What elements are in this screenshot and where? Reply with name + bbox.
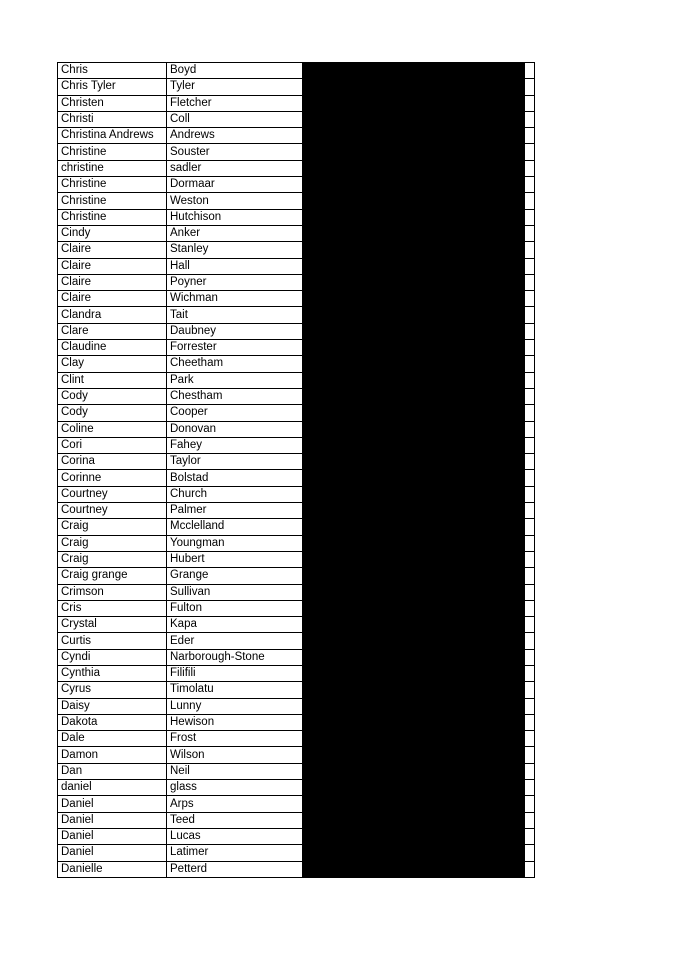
redacted-cell xyxy=(303,682,525,698)
last-name-cell: Tyler xyxy=(167,79,303,95)
first-name-cell: Dan xyxy=(58,763,167,779)
last-name-cell: Filifili xyxy=(167,665,303,681)
empty-cell xyxy=(525,535,535,551)
first-name-cell: Christen xyxy=(58,95,167,111)
first-name-cell: Cyndi xyxy=(58,649,167,665)
table-row xyxy=(58,731,535,747)
redacted-cell xyxy=(303,144,525,160)
empty-cell xyxy=(525,340,535,356)
last-name-cell: Lucas xyxy=(167,828,303,844)
redacted-cell xyxy=(303,160,525,176)
first-name-cell: Cynthia xyxy=(58,665,167,681)
table-row xyxy=(58,665,535,681)
empty-cell xyxy=(525,665,535,681)
first-name-cell: daniel xyxy=(58,780,167,796)
first-name-cell: Cris xyxy=(58,600,167,616)
first-name-cell: Courtney xyxy=(58,503,167,519)
table-row xyxy=(58,763,535,779)
redacted-cell xyxy=(303,177,525,193)
name-table-body xyxy=(58,63,535,878)
last-name-cell: Timolatu xyxy=(167,682,303,698)
last-name-cell: glass xyxy=(167,780,303,796)
redacted-cell xyxy=(303,584,525,600)
first-name-cell: Cori xyxy=(58,437,167,453)
last-name-cell: Park xyxy=(167,372,303,388)
first-name-cell: Cyrus xyxy=(58,682,167,698)
empty-cell xyxy=(525,486,535,502)
redacted-cell xyxy=(303,388,525,404)
last-name-cell: Fahey xyxy=(167,437,303,453)
redacted-cell xyxy=(303,600,525,616)
empty-cell xyxy=(525,144,535,160)
redacted-cell xyxy=(303,209,525,225)
table-row xyxy=(58,388,535,404)
table-row xyxy=(58,698,535,714)
empty-cell xyxy=(525,649,535,665)
table-row xyxy=(58,568,535,584)
table-row xyxy=(58,649,535,665)
last-name-cell: Dormaar xyxy=(167,177,303,193)
table-row xyxy=(58,177,535,193)
empty-cell xyxy=(525,470,535,486)
first-name-cell: Clandra xyxy=(58,307,167,323)
last-name-cell: Cheetham xyxy=(167,356,303,372)
redacted-cell xyxy=(303,258,525,274)
table-row xyxy=(58,780,535,796)
first-name-cell: Claire xyxy=(58,291,167,307)
table-row xyxy=(58,828,535,844)
redacted-cell xyxy=(303,63,525,79)
table-row xyxy=(58,714,535,730)
empty-cell xyxy=(525,454,535,470)
last-name-cell: Mcclelland xyxy=(167,519,303,535)
table-row xyxy=(58,258,535,274)
table-row xyxy=(58,551,535,567)
empty-cell xyxy=(525,568,535,584)
empty-cell xyxy=(525,617,535,633)
empty-cell xyxy=(525,812,535,828)
first-name-cell: Christine xyxy=(58,177,167,193)
redacted-cell xyxy=(303,437,525,453)
empty-cell xyxy=(525,731,535,747)
redacted-cell xyxy=(303,128,525,144)
last-name-cell: Forrester xyxy=(167,340,303,356)
empty-cell xyxy=(525,747,535,763)
last-name-cell: Latimer xyxy=(167,845,303,861)
first-name-cell: Clint xyxy=(58,372,167,388)
redacted-cell xyxy=(303,731,525,747)
last-name-cell: Boyd xyxy=(167,63,303,79)
table-row xyxy=(58,796,535,812)
redacted-cell xyxy=(303,519,525,535)
redacted-cell xyxy=(303,568,525,584)
table-row xyxy=(58,535,535,551)
empty-cell xyxy=(525,551,535,567)
empty-cell xyxy=(525,111,535,127)
last-name-cell: Andrews xyxy=(167,128,303,144)
first-name-cell: Christi xyxy=(58,111,167,127)
empty-cell xyxy=(525,128,535,144)
table-row xyxy=(58,519,535,535)
first-name-cell: Daisy xyxy=(58,698,167,714)
table-row xyxy=(58,274,535,290)
last-name-cell: Weston xyxy=(167,193,303,209)
table-row xyxy=(58,600,535,616)
last-name-cell: Taylor xyxy=(167,454,303,470)
redacted-cell xyxy=(303,551,525,567)
table-row xyxy=(58,242,535,258)
table-row xyxy=(58,503,535,519)
empty-cell xyxy=(525,780,535,796)
table-row xyxy=(58,372,535,388)
first-name-cell: Danielle xyxy=(58,861,167,877)
first-name-cell: Daniel xyxy=(58,828,167,844)
first-name-cell: Dakota xyxy=(58,714,167,730)
table-row xyxy=(58,128,535,144)
first-name-cell: Christina Andrews xyxy=(58,128,167,144)
first-name-cell: Curtis xyxy=(58,633,167,649)
empty-cell xyxy=(525,698,535,714)
empty-cell xyxy=(525,633,535,649)
last-name-cell: Grange xyxy=(167,568,303,584)
empty-cell xyxy=(525,291,535,307)
first-name-cell: Cindy xyxy=(58,225,167,241)
last-name-cell: Neil xyxy=(167,763,303,779)
redacted-cell xyxy=(303,470,525,486)
empty-cell xyxy=(525,714,535,730)
table-row xyxy=(58,307,535,323)
redacted-cell xyxy=(303,763,525,779)
table-row xyxy=(58,633,535,649)
first-name-cell: Courtney xyxy=(58,486,167,502)
redacted-cell xyxy=(303,111,525,127)
redacted-cell xyxy=(303,796,525,812)
last-name-cell: Wichman xyxy=(167,291,303,307)
last-name-cell: Arps xyxy=(167,796,303,812)
last-name-cell: Fulton xyxy=(167,600,303,616)
redacted-cell xyxy=(303,535,525,551)
table-row xyxy=(58,682,535,698)
empty-cell xyxy=(525,372,535,388)
redacted-cell xyxy=(303,714,525,730)
first-name-cell: Daniel xyxy=(58,796,167,812)
table-row xyxy=(58,405,535,421)
redacted-cell xyxy=(303,323,525,339)
first-name-cell: Chris xyxy=(58,63,167,79)
first-name-cell: Clay xyxy=(58,356,167,372)
empty-cell xyxy=(525,421,535,437)
redacted-cell xyxy=(303,356,525,372)
redacted-cell xyxy=(303,372,525,388)
empty-cell xyxy=(525,209,535,225)
last-name-cell: Church xyxy=(167,486,303,502)
last-name-cell: Kapa xyxy=(167,617,303,633)
table-row xyxy=(58,617,535,633)
last-name-cell: Donovan xyxy=(167,421,303,437)
table-row xyxy=(58,111,535,127)
table-row xyxy=(58,225,535,241)
redacted-cell xyxy=(303,405,525,421)
first-name-cell: Chris Tyler xyxy=(58,79,167,95)
empty-cell xyxy=(525,405,535,421)
redacted-cell xyxy=(303,828,525,844)
redacted-cell xyxy=(303,79,525,95)
last-name-cell: Hewison xyxy=(167,714,303,730)
last-name-cell: Fletcher xyxy=(167,95,303,111)
table-row xyxy=(58,747,535,763)
empty-cell xyxy=(525,861,535,877)
table-row xyxy=(58,454,535,470)
table-row xyxy=(58,63,535,79)
table-row xyxy=(58,812,535,828)
name-list-sheet xyxy=(57,62,534,878)
first-name-cell: Christine xyxy=(58,209,167,225)
table-row xyxy=(58,79,535,95)
table-row xyxy=(58,470,535,486)
last-name-cell: Cooper xyxy=(167,405,303,421)
redacted-cell xyxy=(303,421,525,437)
last-name-cell: Eder xyxy=(167,633,303,649)
redacted-cell xyxy=(303,486,525,502)
first-name-cell: Craig xyxy=(58,519,167,535)
table-row xyxy=(58,193,535,209)
empty-cell xyxy=(525,388,535,404)
first-name-cell: Corina xyxy=(58,454,167,470)
redacted-cell xyxy=(303,780,525,796)
last-name-cell: Coll xyxy=(167,111,303,127)
last-name-cell: Chestham xyxy=(167,388,303,404)
redacted-cell xyxy=(303,242,525,258)
table-row xyxy=(58,486,535,502)
empty-cell xyxy=(525,600,535,616)
empty-cell xyxy=(525,682,535,698)
last-name-cell: Frost xyxy=(167,731,303,747)
redacted-cell xyxy=(303,225,525,241)
empty-cell xyxy=(525,796,535,812)
last-name-cell: Hutchison xyxy=(167,209,303,225)
last-name-cell: Teed xyxy=(167,812,303,828)
first-name-cell: Crystal xyxy=(58,617,167,633)
name-table xyxy=(57,62,535,878)
last-name-cell: Palmer xyxy=(167,503,303,519)
first-name-cell: Crimson xyxy=(58,584,167,600)
first-name-cell: Claire xyxy=(58,258,167,274)
redacted-cell xyxy=(303,340,525,356)
first-name-cell: Dale xyxy=(58,731,167,747)
first-name-cell: Cody xyxy=(58,388,167,404)
redacted-cell xyxy=(303,633,525,649)
table-row xyxy=(58,95,535,111)
last-name-cell: Stanley xyxy=(167,242,303,258)
empty-cell xyxy=(525,177,535,193)
empty-cell xyxy=(525,763,535,779)
empty-cell xyxy=(525,584,535,600)
redacted-cell xyxy=(303,454,525,470)
table-row xyxy=(58,323,535,339)
empty-cell xyxy=(525,63,535,79)
redacted-cell xyxy=(303,649,525,665)
first-name-cell: Claire xyxy=(58,242,167,258)
table-row xyxy=(58,437,535,453)
first-name-cell: christine xyxy=(58,160,167,176)
last-name-cell: Souster xyxy=(167,144,303,160)
redacted-cell xyxy=(303,861,525,877)
first-name-cell: Daniel xyxy=(58,845,167,861)
redacted-cell xyxy=(303,845,525,861)
first-name-cell: Christine xyxy=(58,144,167,160)
last-name-cell: Hall xyxy=(167,258,303,274)
last-name-cell: Anker xyxy=(167,225,303,241)
empty-cell xyxy=(525,79,535,95)
last-name-cell: sadler xyxy=(167,160,303,176)
last-name-cell: Youngman xyxy=(167,535,303,551)
redacted-cell xyxy=(303,95,525,111)
table-row xyxy=(58,861,535,877)
empty-cell xyxy=(525,519,535,535)
empty-cell xyxy=(525,323,535,339)
first-name-cell: Clare xyxy=(58,323,167,339)
last-name-cell: Wilson xyxy=(167,747,303,763)
empty-cell xyxy=(525,95,535,111)
last-name-cell: Tait xyxy=(167,307,303,323)
first-name-cell: Damon xyxy=(58,747,167,763)
table-row xyxy=(58,845,535,861)
redacted-cell xyxy=(303,698,525,714)
first-name-cell: Daniel xyxy=(58,812,167,828)
redacted-cell xyxy=(303,291,525,307)
table-row xyxy=(58,340,535,356)
table-row xyxy=(58,421,535,437)
table-row xyxy=(58,584,535,600)
empty-cell xyxy=(525,307,535,323)
first-name-cell: Claudine xyxy=(58,340,167,356)
empty-cell xyxy=(525,503,535,519)
empty-cell xyxy=(525,437,535,453)
table-row xyxy=(58,356,535,372)
first-name-cell: Craig xyxy=(58,535,167,551)
redacted-cell xyxy=(303,274,525,290)
redacted-cell xyxy=(303,193,525,209)
first-name-cell: Cody xyxy=(58,405,167,421)
first-name-cell: Claire xyxy=(58,274,167,290)
redacted-cell xyxy=(303,617,525,633)
empty-cell xyxy=(525,242,535,258)
last-name-cell: Bolstad xyxy=(167,470,303,486)
last-name-cell: Daubney xyxy=(167,323,303,339)
empty-cell xyxy=(525,225,535,241)
table-row xyxy=(58,144,535,160)
redacted-cell xyxy=(303,665,525,681)
redacted-cell xyxy=(303,307,525,323)
empty-cell xyxy=(525,845,535,861)
last-name-cell: Hubert xyxy=(167,551,303,567)
first-name-cell: Corinne xyxy=(58,470,167,486)
last-name-cell: Poyner xyxy=(167,274,303,290)
redacted-cell xyxy=(303,747,525,763)
table-row xyxy=(58,160,535,176)
first-name-cell: Craig grange xyxy=(58,568,167,584)
last-name-cell: Lunny xyxy=(167,698,303,714)
table-row xyxy=(58,209,535,225)
first-name-cell: Christine xyxy=(58,193,167,209)
last-name-cell: Narborough-Stone xyxy=(167,649,303,665)
table-row xyxy=(58,291,535,307)
redacted-cell xyxy=(303,503,525,519)
empty-cell xyxy=(525,193,535,209)
empty-cell xyxy=(525,160,535,176)
empty-cell xyxy=(525,258,535,274)
empty-cell xyxy=(525,274,535,290)
empty-cell xyxy=(525,828,535,844)
empty-cell xyxy=(525,356,535,372)
last-name-cell: Petterd xyxy=(167,861,303,877)
redacted-cell xyxy=(303,812,525,828)
last-name-cell: Sullivan xyxy=(167,584,303,600)
first-name-cell: Coline xyxy=(58,421,167,437)
first-name-cell: Craig xyxy=(58,551,167,567)
